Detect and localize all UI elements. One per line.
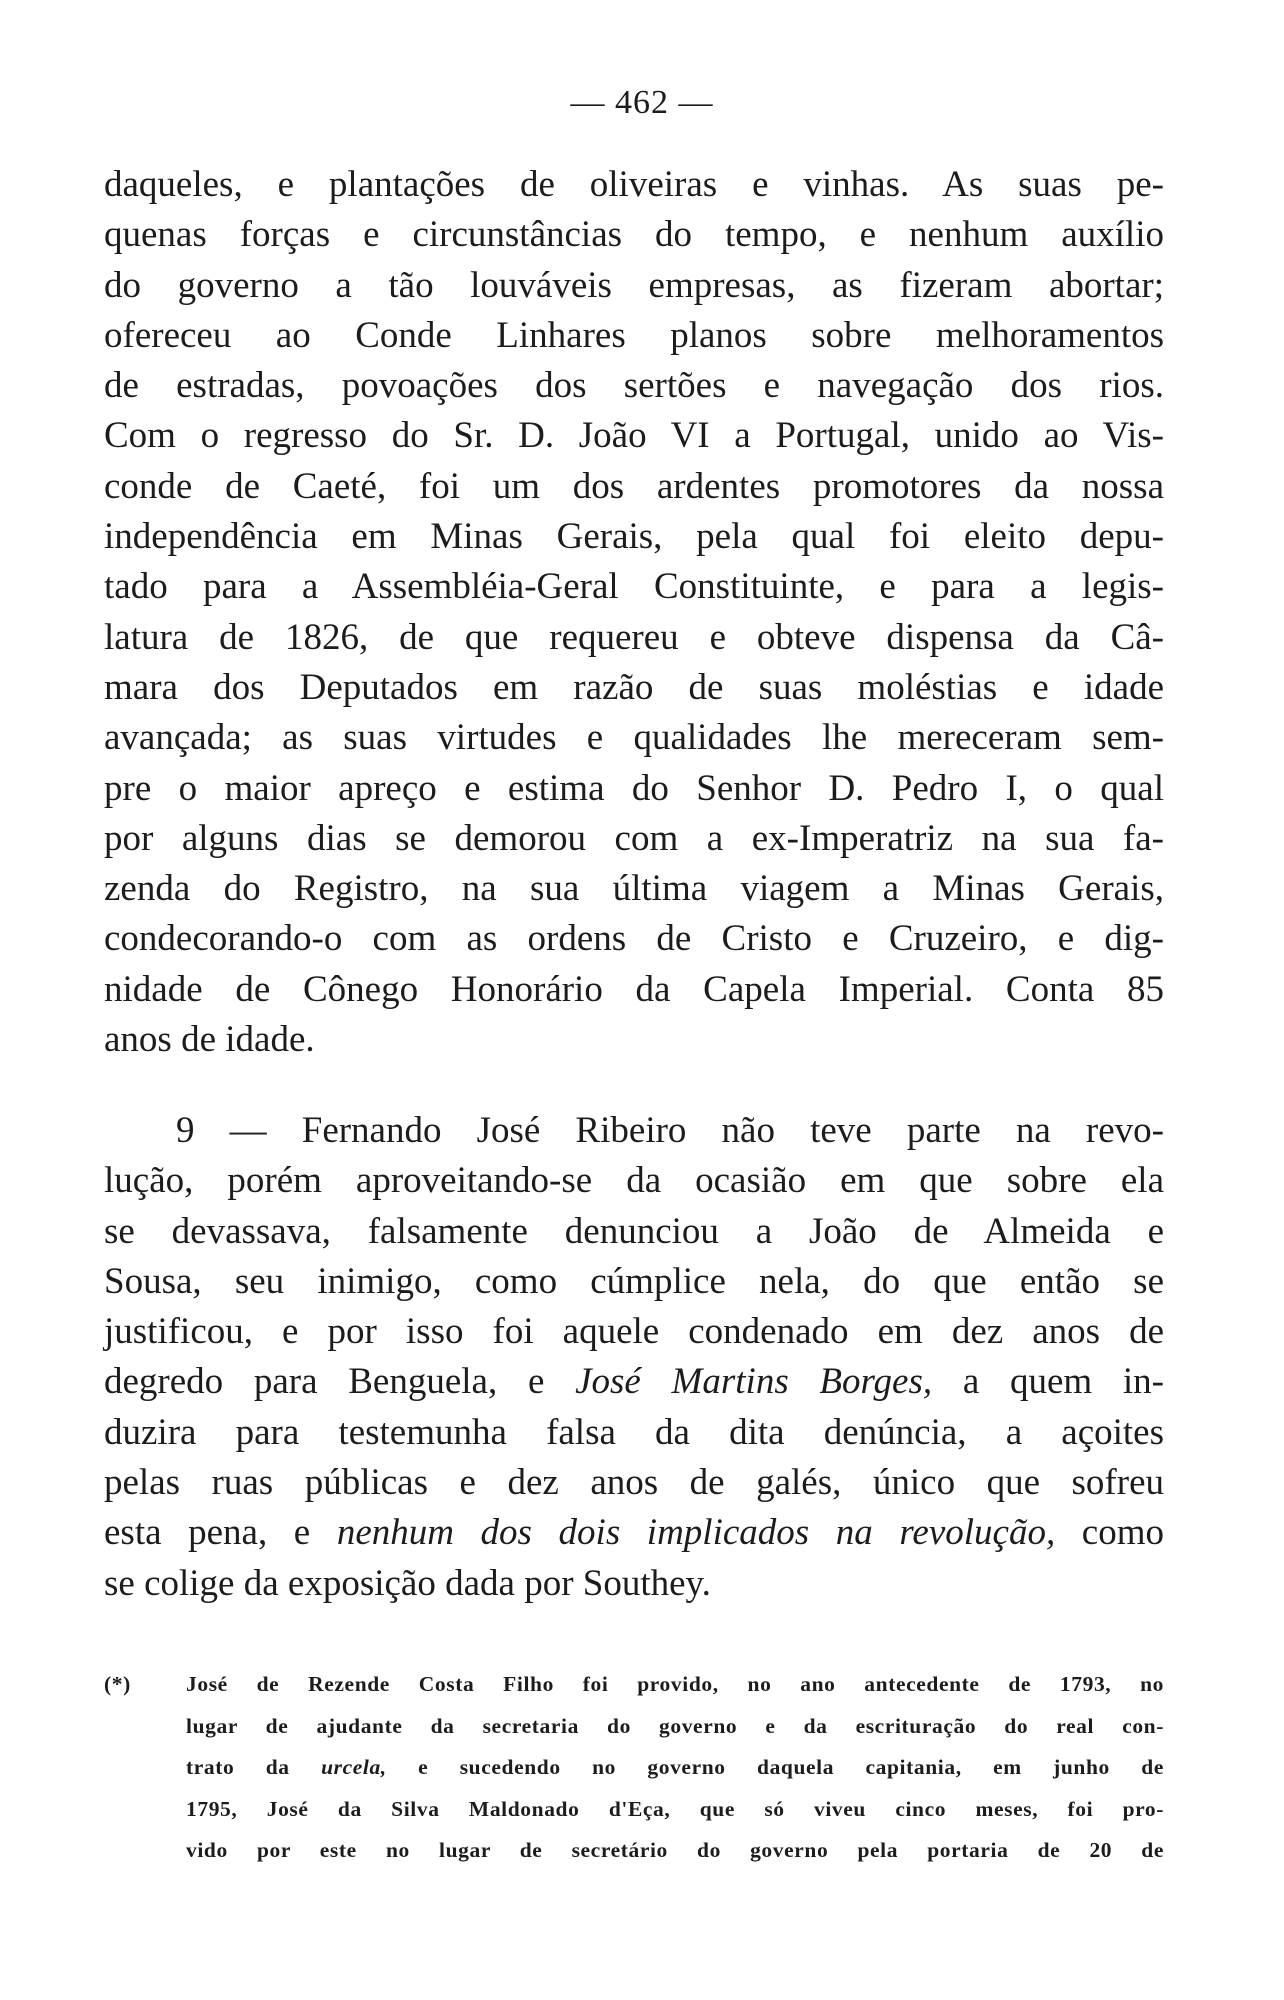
text-line	[104, 1106, 1164, 1156]
italic-emphasis: nenhum dos dois implicados na revolução,	[336, 1512, 1056, 1554]
text-line: lução, porém aproveitando-se da ocasião em que sobre ela	[104, 1160, 1164, 1202]
text-line: do governo a tão louváveis empresas, as fizeram abortar;	[104, 264, 1164, 306]
text-line: independência em Minas Gerais, pela qual foi eleito depu-	[104, 516, 1164, 558]
text-line: justificou, e por isso foi aquele condenado em dez anos de	[104, 1311, 1164, 1353]
text-run: esta pena, e	[104, 1512, 337, 1554]
text-line: tado para a Assembléia-Geral Constituinte, e para a legis-	[104, 566, 1164, 608]
paragraph-note-9	[104, 1106, 1164, 1609]
text-line: ofereceu ao Conde Linhares planos sobre melhoramentos	[104, 314, 1164, 356]
text-line: daqueles, e plantações de oliveiras e vinhas. As suas pe-	[104, 164, 1164, 205]
text-line: Com o regresso do Sr. D. João VI a Portugal, unido ao Vis-	[104, 415, 1164, 457]
text-line: zenda do Registro, na sua última viagem a Minas Gerais,	[104, 868, 1164, 910]
text-line: se devassava, falsamente denunciou a João de Almeida e	[104, 1210, 1164, 1252]
text-line: conde de Caeté, foi um dos ardentes promotores da nossa	[104, 465, 1164, 507]
text-line: pelas ruas públicas e dez anos de galés, único que sofreu	[104, 1462, 1164, 1504]
text-run: a quem in-	[932, 1361, 1164, 1403]
text-line: nidade de Cônego Honorário da Capela Imperial. Conta 85	[104, 968, 1164, 1010]
text-line: se colige da exposição dada por Southey.	[104, 1562, 711, 1604]
footnote-line	[104, 1747, 1164, 1789]
footnote	[104, 1664, 1164, 1872]
text-line: Sousa, seu inimigo, como cúmplice nela, do que então se	[104, 1260, 1164, 1302]
text-line: pre o maior apreço e estima do Senhor D. Pedro I, o qual	[104, 767, 1164, 809]
text-line: latura de 1826, de que requereu e obteve dispensa da Câ-	[104, 616, 1164, 658]
text-line: de estradas, povoações dos sertões e navegação dos rios.	[104, 365, 1164, 407]
text-run: trato da	[186, 1755, 322, 1780]
text-run: como	[1055, 1512, 1164, 1554]
note-9-heading: 9 — Fernando José Ribeiro não teve parte na revo-	[176, 1110, 1164, 1151]
footnote-marker: (*)	[104, 1672, 131, 1696]
italic-name: José Martins Borges,	[575, 1361, 933, 1403]
footnote-line	[104, 1664, 1164, 1706]
paragraph-continued	[104, 160, 1164, 1065]
text-run: degredo para Benguela, e	[104, 1361, 576, 1403]
text-line: avançada; as suas virtudes e qualidades lhe mereceram sem-	[104, 717, 1164, 759]
page-number: — 462 —	[570, 84, 714, 121]
text-run: e sucedendo no governo daquela capitania, em junho de	[386, 1755, 1164, 1780]
text-line: anos de idade.	[104, 1019, 315, 1061]
text-line: por alguns dias se demorou com a ex-Imperatriz na sua fa-	[104, 817, 1164, 859]
text-line: quenas forças e circunstâncias do tempo, e nenhum auxílio	[104, 214, 1164, 256]
text-line: condecorando-o com as ordens de Cristo e Cruzeiro, e dig-	[104, 918, 1164, 960]
text-line: mara dos Deputados em razão de suas moléstias e idade	[104, 666, 1164, 708]
footnote-line: lugar de ajudante da secretaria do governo e da escrituração do real con-	[186, 1713, 1164, 1738]
text-run: José de Rezende Costa Filho foi provido, no ano antecedente de 1793, no	[186, 1672, 1164, 1696]
text-line: duzira para testemunha falsa da dita denúncia, a açoites	[104, 1411, 1164, 1453]
italic-term: urcela,	[321, 1755, 387, 1780]
footnote-line: vido por este no lugar de secretário do governo pela portaria de 20 de	[186, 1838, 1164, 1863]
footnote-line: 1795, José da Silva Maldonado d'Eça, que só viveu cinco meses, foi pro-	[186, 1796, 1164, 1821]
text-line	[104, 1508, 1164, 1558]
text-line	[104, 1357, 1164, 1407]
